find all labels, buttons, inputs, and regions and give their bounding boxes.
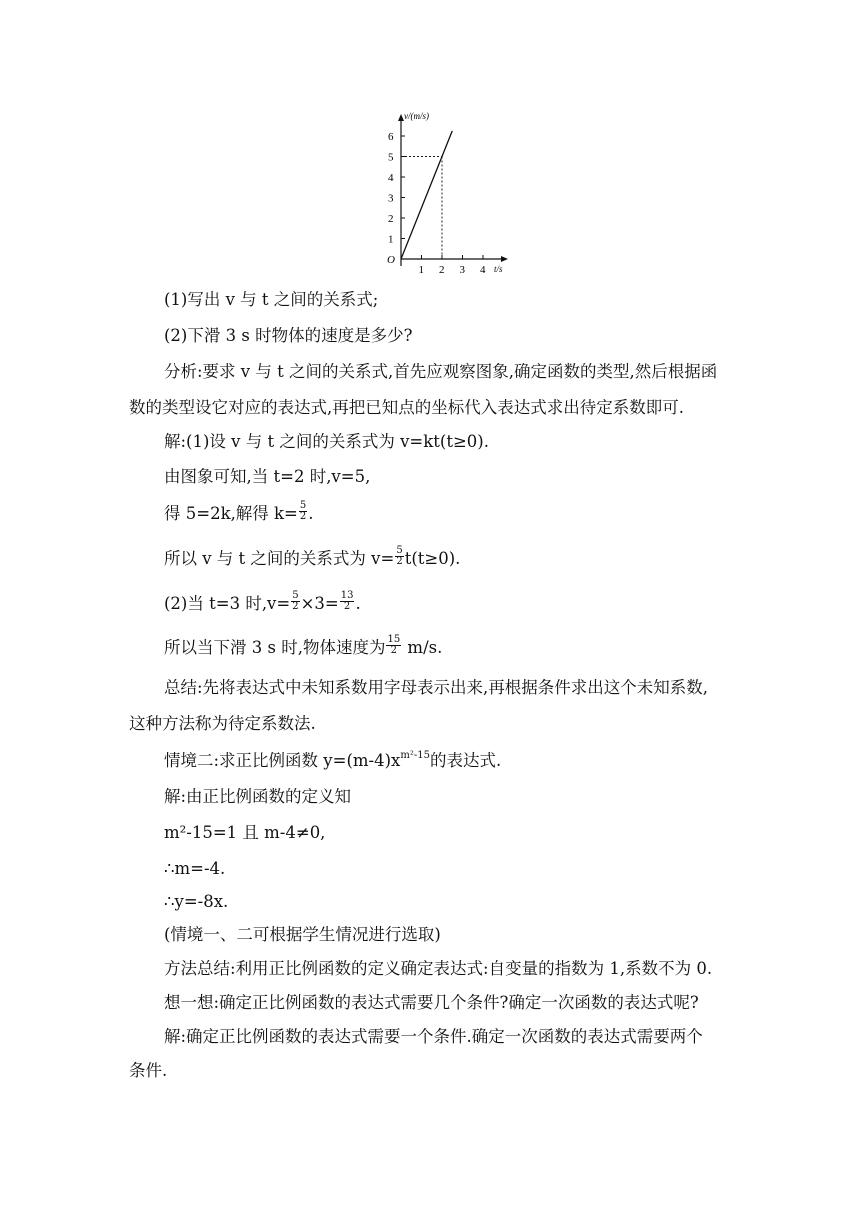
solution-1-d	[0, 545, 860, 570]
x-axis-label: t/s	[494, 264, 503, 274]
y-axis-label: v/(m/s)	[404, 111, 429, 121]
solution-2-answer	[0, 634, 860, 659]
origin-label: O	[387, 254, 395, 266]
fraction-denominator: 2	[292, 601, 299, 612]
answer-line-1: 解:确定正比例函数的表达式需要一个条件.确定一次函数的表达式需要两个	[164, 1027, 703, 1046]
exponent: m²-15	[400, 750, 430, 761]
x-tick-label: 3	[459, 264, 465, 276]
fraction-numerator: 15	[387, 634, 401, 645]
fraction-five-half	[291, 591, 299, 612]
solution-3-d: ∴y=-8x.	[164, 892, 229, 911]
summary-line-2: 这种方法称为待定系数法.	[129, 714, 316, 733]
solution-3-a: 解:由正比例函数的定义知	[164, 787, 352, 806]
fraction-denominator: 2	[390, 645, 397, 656]
fraction-denominator: 2	[299, 511, 307, 522]
question-1: (1)写出 v 与 t 之间的关系式;	[164, 290, 379, 309]
solution-2-answer-post: m/s.	[402, 638, 443, 657]
scenario-two-pre: 情境二:求正比例函数 y=(m-4)x	[164, 751, 401, 770]
solution-1-d-post: t(t≥0).	[404, 549, 461, 568]
fraction-fifteen-half	[386, 635, 401, 656]
solution-1-c-text: 得 5=2k,解得 k=	[164, 504, 298, 523]
fraction-numerator: 13	[340, 590, 354, 601]
fraction-numerator: 5	[299, 500, 307, 511]
question-2: (2)下滑 3 s 时物体的速度是多少?	[164, 326, 413, 345]
selection-note: (情境一、二可根据学生情况进行选取)	[164, 925, 441, 944]
answer-line-2: 条件.	[129, 1061, 168, 1080]
solution-1-c: 得 5=2k,解得 k= $\frac{5}{2}$ .	[164, 500, 314, 523]
think-question: 想一想:确定正比例函数的表达式需要几个条件?确定一次函数的表达式呢?	[164, 993, 699, 1012]
graph-svg	[362, 106, 522, 278]
summary-line-1: 总结:先将表达式中未知系数用字母表示出来,再根据条件求出这个未知系数,	[164, 678, 709, 697]
y-tick-label: 1	[388, 233, 394, 246]
solution-3-b: m²-15=1 且 m-4≠0,	[164, 823, 326, 842]
x-tick-label: 1	[418, 264, 424, 276]
scenario-two-post: 的表达式.	[429, 751, 502, 770]
y-tick-label: 2	[388, 213, 394, 225]
solution-3-c: ∴m=-4.	[164, 859, 226, 878]
scenario-two	[0, 750, 860, 772]
fraction-denominator: 2	[396, 556, 403, 567]
solution-2-pre: (2)当 t=3 时,v=	[164, 594, 291, 613]
velocity-time-graph	[362, 106, 522, 278]
fraction-five-half	[395, 546, 403, 567]
y-tick-label: 3	[388, 192, 394, 205]
velocity-line	[401, 131, 452, 259]
solution-1-a: 解:(1)设 v 与 t 之间的关系式为 v=kt(t≥0).	[164, 432, 489, 451]
x-tick-label: 4	[480, 264, 486, 276]
fraction-numerator: 5	[396, 545, 403, 556]
y-tick-label: 6	[388, 131, 394, 143]
y-tick-label: 4	[388, 172, 394, 184]
solution-2-answer-pre: 所以当下滑 3 s 时,物体速度为	[164, 638, 386, 657]
solution-2-mid: ×3=	[300, 594, 339, 613]
fraction-thirteen-half	[340, 591, 355, 612]
x-axis-arrow	[501, 256, 508, 262]
fraction-five-half	[299, 501, 307, 522]
x-tick-label: 2	[439, 264, 445, 276]
method-summary: 方法总结:利用正比例函数的定义确定表达式:自变量的指数为 1,系数不为 0.	[164, 959, 713, 978]
fraction-numerator: 5	[292, 590, 299, 601]
y-tick-label: 5	[388, 151, 394, 164]
fraction-denominator: 2	[343, 601, 351, 612]
analysis-line-2: 数的类型设它对应的表达式,再把已知点的坐标代入表达式求出待定系数即可.	[129, 398, 684, 417]
solution-1-d-pre: 所以 v 与 t 之间的关系式为 v=	[164, 549, 395, 568]
solution-2: (2)当 t=3 时,v= $\frac{5}{2}$ ×3= $\frac{13}{2}$ .	[164, 590, 361, 613]
analysis-line-1: 分析:要求 v 与 t 之间的关系式,首先应观察图象,确定函数的类型,然后根据函	[164, 362, 718, 381]
solution-1-b: 由图象可知,当 t=2 时,v=5,	[164, 467, 371, 486]
